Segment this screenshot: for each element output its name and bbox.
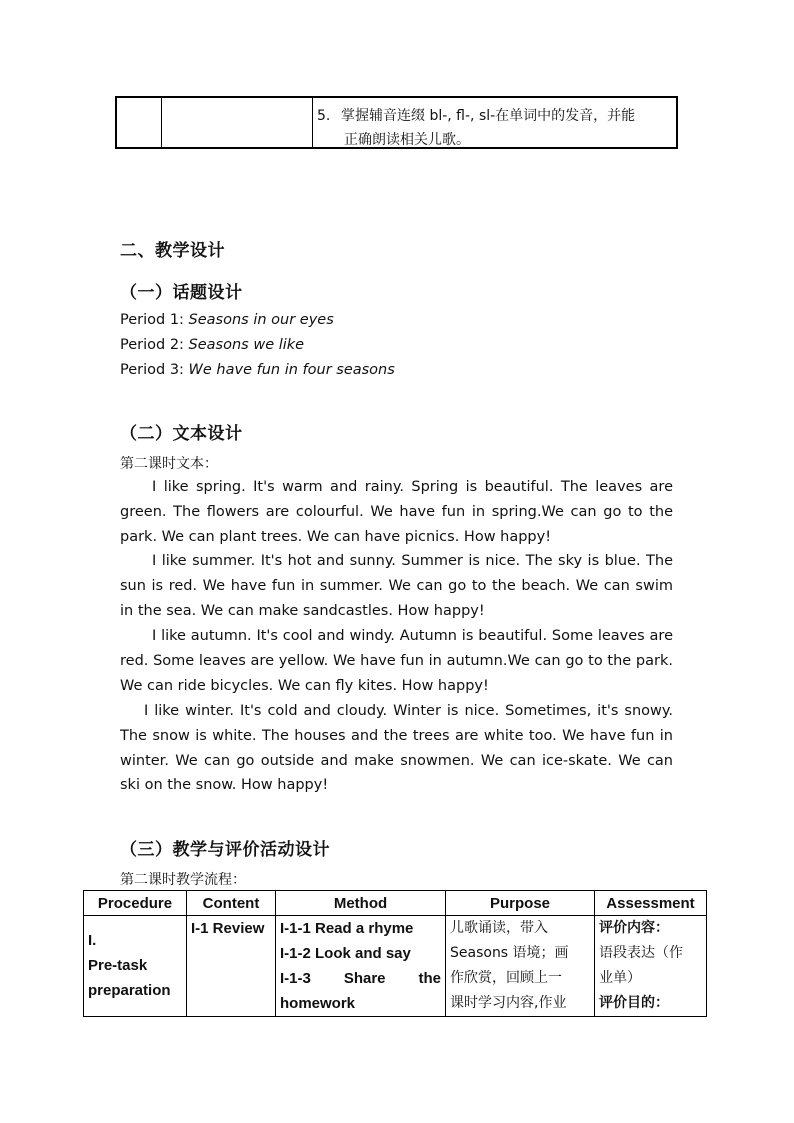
assessment-cell xyxy=(595,916,707,1017)
method-line: I-1-2 Look and say xyxy=(280,945,411,962)
flow-label: 第二课时教学流程： xyxy=(120,872,246,888)
header-procedure: Procedure xyxy=(84,891,187,916)
teaching-flow-table xyxy=(83,890,707,1017)
text-label: 第二课时文本： xyxy=(120,456,218,472)
table-divider xyxy=(161,98,162,147)
assessment-line: 语段表达（作 xyxy=(599,945,683,961)
paragraph-autumn xyxy=(120,624,673,698)
subsection-title-text: （二）文本设计 xyxy=(120,424,243,444)
item-text-line2: 正确朗读相关儿歌。 xyxy=(344,132,470,148)
item-number: 5. xyxy=(317,108,331,124)
method-line: I-1-3 Share the xyxy=(280,970,441,987)
objective-item-5 xyxy=(317,104,672,152)
purpose-cell xyxy=(446,916,595,1017)
header-content: Content xyxy=(187,891,276,916)
header-purpose: Purpose xyxy=(446,891,595,916)
paragraph-text: I like spring. It's warm and rainy. Spring is beautiful. The leaves are green. The flowers are colourful. We have fun in spring.We can go to the park. We can plant trees. We can have picnics. How happy! xyxy=(120,479,673,545)
method-cell xyxy=(276,916,446,1017)
period-2 xyxy=(120,333,304,358)
period-title: Seasons in our eyes xyxy=(188,312,334,328)
paragraph-winter xyxy=(120,699,673,798)
paragraph-spring xyxy=(120,475,673,549)
period-1 xyxy=(120,308,334,333)
subsection-title-activities: （三）教学与评价活动设计 xyxy=(120,840,330,860)
period-label: Period 2: xyxy=(120,337,189,353)
procedure-line: preparation xyxy=(88,982,171,999)
period-label: Period 1: xyxy=(120,312,189,328)
assessment-line: 评价内容： xyxy=(599,920,669,936)
assessment-line: 业单） xyxy=(599,970,641,986)
table-row xyxy=(84,916,707,1017)
paragraph-text: I like summer. It's hot and sunny. Summer is nice. The sky is blue. The sun is red. We have fun in summer. We can go to the beach. We can swim in the sea. We can make sandcastles. How happy! xyxy=(120,553,673,619)
purpose-line: Seasons 语境；画 xyxy=(450,945,569,961)
period-label: Period 3: xyxy=(120,362,189,378)
table-header-row xyxy=(84,891,707,916)
paragraph-text: I like winter. It's cold and cloudy. Winter is nice. Sometimes, it's snowy. The snow is white. The houses and the trees are white too. We have fun in winter. We can go outside and make snowmen. We can ice-skate. We can ski on the snow. How happy! xyxy=(120,703,673,794)
assessment-line: 评价目的： xyxy=(599,995,669,1011)
period-3 xyxy=(120,358,395,383)
table-divider xyxy=(312,98,313,147)
period-title: We have fun in four seasons xyxy=(188,362,395,378)
purpose-line: 儿歌诵读，带入 xyxy=(450,920,548,936)
header-method: Method xyxy=(276,891,446,916)
paragraph-summer xyxy=(120,549,673,623)
period-title: Seasons we like xyxy=(188,337,305,353)
section-title: 二、教学设计 xyxy=(120,241,225,261)
item-text-line1: 掌握辅音连缀 bl-, fl-, sl-在单词中的发音，并能 xyxy=(341,108,636,124)
paragraph-text: I like autumn. It's cool and windy. Autumn is beautiful. Some leaves are red. Some leaves are yellow. We have fun in autumn.We can go to the park. We can ride bicycles. We can fly kites. How happy! xyxy=(120,628,673,694)
header-assessment: Assessment xyxy=(595,891,707,916)
purpose-line: 课时学习内容,作业 xyxy=(450,995,567,1011)
content-cell: I-1 Review xyxy=(187,916,276,1017)
method-line: homework xyxy=(280,995,356,1012)
method-line: I-1-1 Read a rhyme xyxy=(280,920,414,937)
subsection-title-topic: （一）话题设计 xyxy=(120,283,243,303)
purpose-line: 作欣赏，回顾上一 xyxy=(450,970,562,986)
objectives-table-fragment xyxy=(115,96,678,149)
procedure-cell xyxy=(84,916,187,1017)
procedure-line: I. xyxy=(88,932,97,949)
procedure-line: Pre-task xyxy=(88,957,148,974)
